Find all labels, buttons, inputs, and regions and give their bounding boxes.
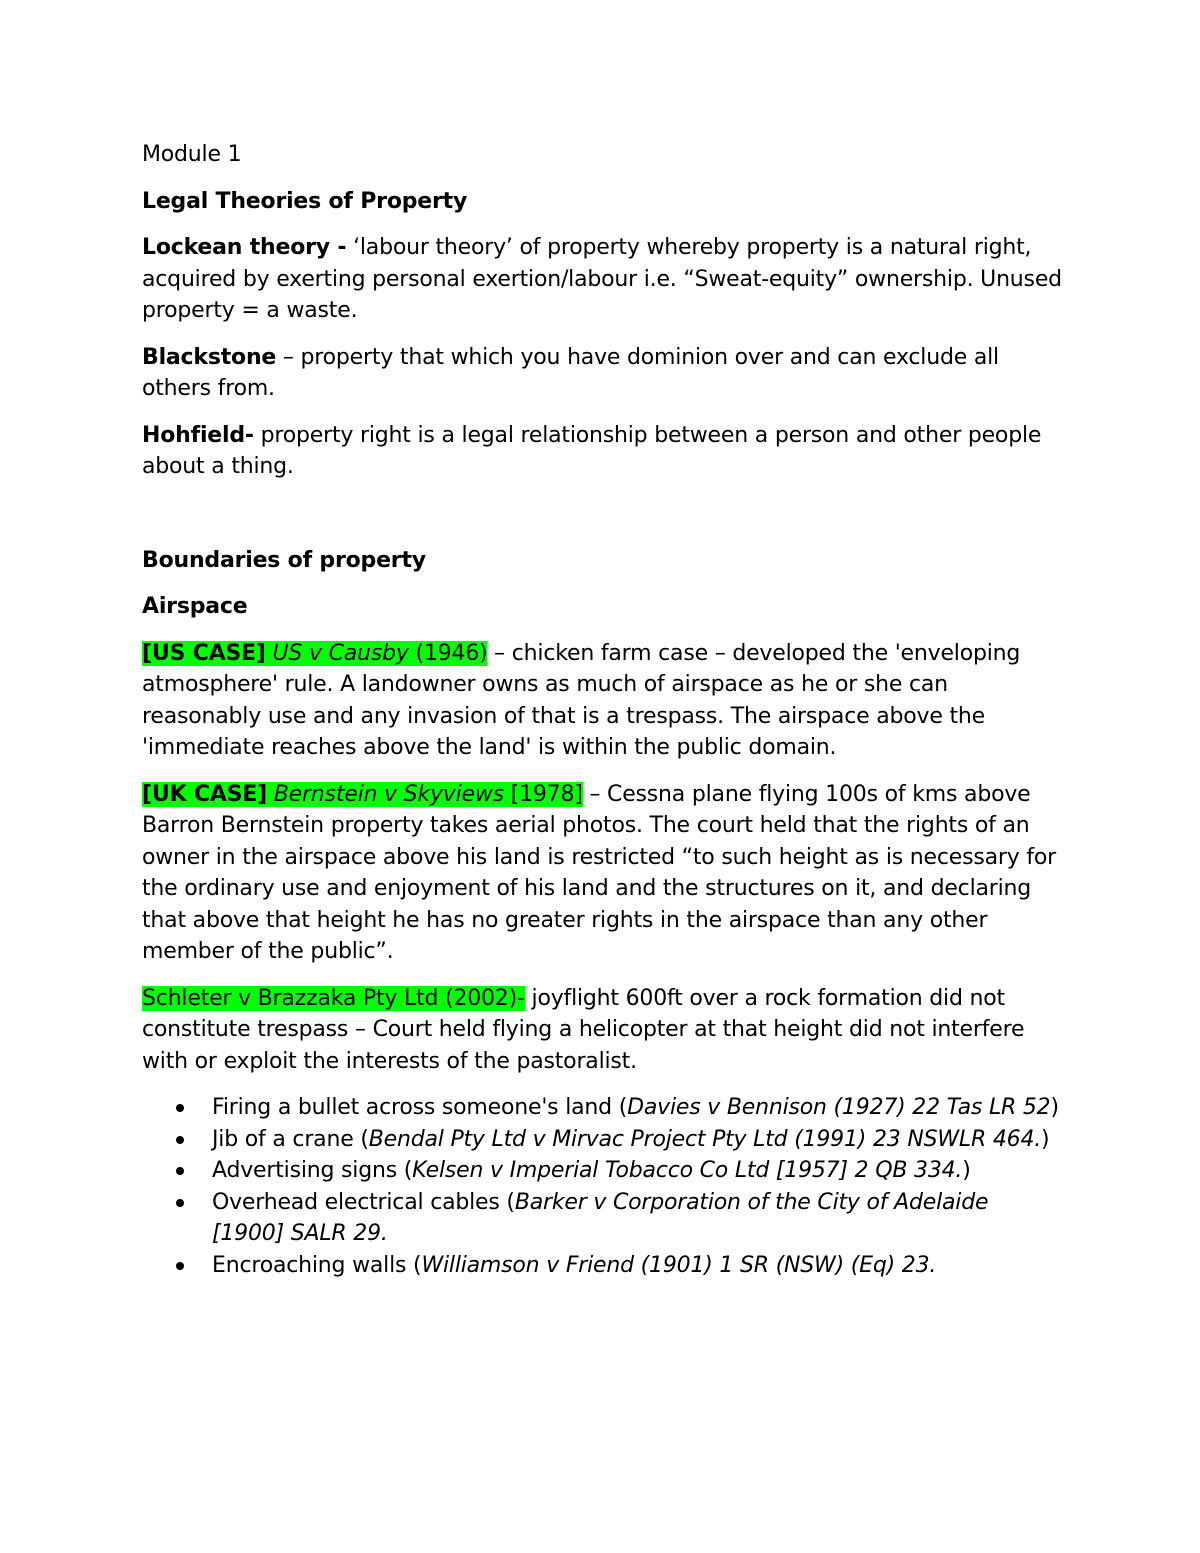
list-item-citation: Kelsen v Imperial Tobacco Co Ltd [1957] 2 QB 334.: [412, 1158, 963, 1183]
list-item-text: Advertising signs (: [212, 1158, 413, 1183]
blackstone-text: – property that which you have dominion over and can exclude all others from.: [142, 344, 999, 401]
blackstone-term: Blackstone: [142, 344, 277, 370]
schleter-paragraph: [142, 983, 1062, 1078]
list-item: [142, 1124, 1062, 1156]
list-item-text: Encroaching walls (: [212, 1252, 422, 1278]
list-item: [142, 1187, 1062, 1250]
list-item: [142, 1155, 1062, 1187]
list-item-text: Overhead electrical cables (: [212, 1189, 515, 1215]
blackstone-paragraph: [142, 342, 1062, 405]
document-body: [142, 139, 1062, 1281]
lockean-term: Lockean theory -: [142, 235, 347, 260]
bernstein-tag: [UK CASE]: [142, 781, 267, 807]
list-item-citation: Davies v Bennison (1927) 22 Tas LR 52: [627, 1095, 1051, 1120]
causby-tag: [US CASE]: [142, 640, 266, 666]
bullet-icon: [176, 1199, 184, 1207]
hohfeld-term: Hohfield-: [142, 422, 254, 448]
hohfeld-paragraph: [142, 420, 1062, 483]
list-item-text: Firing a bullet across someone's land (: [212, 1095, 628, 1120]
bernstein-case-name: Bernstein v Skyviews: [273, 781, 504, 807]
list-item-citation: Williamson v Friend (1901) 1 SR (NSW) (Eq) 23.: [421, 1252, 937, 1278]
bernstein-text: – Cessna plane flying 100s of kms above Barron Bernstein property takes aerial photos. The court held that the rights of an owner in the airspace above his land is restricted “to such height as is necessary for the ordinary use and enjoyment of his land and the structures on it, and declaring that above that height he has no greater rights in the airspace than any other member of the public”.: [142, 781, 1057, 964]
bernstein-paragraph: [142, 779, 1062, 968]
bernstein-year: [1978]: [503, 781, 583, 807]
heading-legal-theories: Legal Theories of Property: [142, 188, 468, 214]
list-item-citation: Bendal Pty Ltd v Mirvac Project Pty Ltd (1991) 23 NSWLR 464.: [368, 1126, 1042, 1152]
list-item-text-end: ): [962, 1158, 971, 1183]
causby-case-name: US v Causby: [272, 640, 409, 666]
list-item-citation: Barker v Corporation of the City of Adelaide [1900] SALR 29.: [212, 1189, 989, 1246]
bernstein-highlight: [142, 782, 583, 807]
lockean-text: ‘labour theory’ of property whereby property is a natural right, acquired by exerting personal exertion/labour i.e. “Sweat-equity” ownership. Unused property = a waste.: [142, 235, 1062, 323]
schleter-text: joyflight 600ft over a rock formation did not constitute trespass – Court held flying a helicopter at that height did not interfere with or exploit the interests of the pastoralist.: [142, 985, 1025, 1074]
causby-text: – chicken farm case – developed the 'enveloping atmosphere' rule. A landowner owns as much of airspace as he or she can reasonably use and any invasion of that is a trespass. The airspace above the 'immediate reaches above the land' is within the public domain.: [142, 640, 1021, 760]
examples-list: [142, 1092, 1062, 1281]
list-item: [142, 1250, 1062, 1282]
causby-highlight: [142, 641, 487, 666]
bullet-icon: [176, 1167, 184, 1175]
lockean-paragraph: [142, 232, 1062, 327]
hohfeld-text: property right is a legal relationship between a person and other people about a thing.: [142, 422, 1042, 479]
list-item-text-end: ): [1050, 1095, 1059, 1120]
causby-paragraph: [142, 638, 1062, 764]
bullet-icon: [176, 1104, 184, 1112]
list-item-text-end: ): [1041, 1126, 1050, 1152]
bullet-icon: [176, 1262, 184, 1270]
heading-airspace: Airspace: [142, 594, 248, 619]
blank-line: [142, 498, 1062, 545]
heading-boundaries: Boundaries of property: [142, 547, 426, 573]
schleter-case-name: Schleter v Brazzaka Pty Ltd (2002)-: [142, 985, 525, 1011]
bullet-icon: [176, 1136, 184, 1144]
list-item: [142, 1092, 1062, 1124]
module-label: Module 1: [142, 142, 242, 167]
causby-year: (1946): [408, 640, 488, 666]
list-item-text: Jib of a crane (: [212, 1126, 369, 1152]
